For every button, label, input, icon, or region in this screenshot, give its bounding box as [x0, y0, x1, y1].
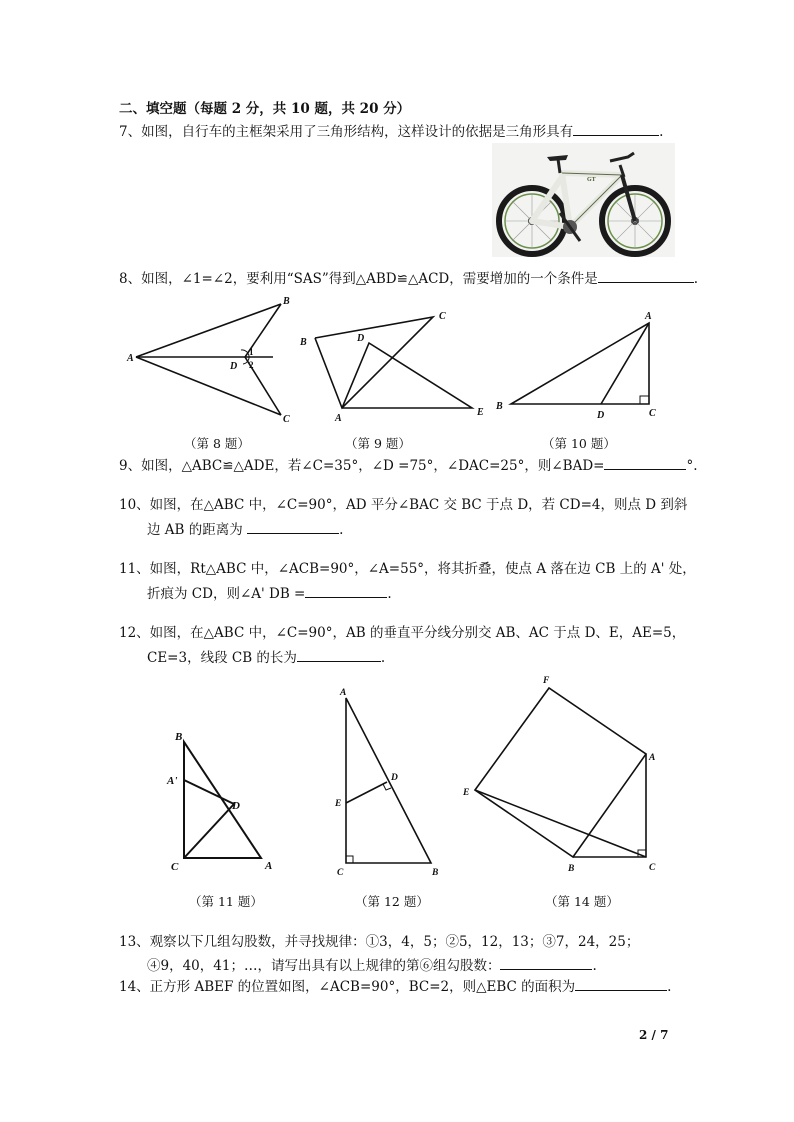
fig10-label-D: D: [597, 410, 605, 421]
question-12-line-1: 12、如图，在△ABC 中，∠C=90°，AB 的垂直平分线分别交 AB、AC 于点 D、E，AE=5，: [119, 625, 686, 641]
bicycle-image: [492, 143, 675, 257]
question-12-end: .: [380, 650, 386, 666]
question-9-end: °.: [686, 458, 698, 474]
caption-fig9: （第 9 题）: [345, 436, 411, 451]
question-14-end: .: [667, 979, 672, 995]
answer-blank-13[interactable]: [500, 955, 592, 970]
fig9-label-E: E: [477, 407, 484, 418]
question-8: [119, 268, 698, 288]
question-10-line-2: [147, 519, 343, 539]
figure-9: [315, 317, 472, 408]
fig11-label-B: B: [175, 731, 183, 743]
fig8-label-D: D: [230, 361, 238, 372]
question-13-text: ④9，40，41；…，请写出具有以上规律的第⑥组勾股数：: [147, 958, 501, 974]
fig8-label-2: 2: [249, 360, 254, 370]
fig14-label-B: B: [568, 864, 575, 874]
fig11-label-A: A: [265, 860, 273, 872]
fig14-label-E: E: [463, 788, 470, 798]
caption-fig14: （第 14 题）: [545, 894, 619, 909]
fig14-label-A: A: [649, 753, 656, 763]
question-11-line-1: 11、如图，Rt△ABC 中，∠ACB=90°，∠A=55°，将其折叠，使点 A 落在边 CB 上的 A' 处，: [119, 561, 696, 577]
figure-14: [475, 688, 646, 857]
fig9-label-C: C: [439, 311, 446, 322]
answer-blank-7[interactable]: [573, 121, 659, 136]
question-13-line-1: 13、观察以下几组勾股数，并寻找规律：①3，4，5；②5，12，13；③7，24，25；: [119, 934, 640, 950]
fig11-label-A1: A': [167, 775, 178, 787]
fig12-label-E: E: [335, 799, 342, 809]
question-14-text: 14、正方形 ABEF 的位置如图，∠ACB=90°，BC=2，则△EBC 的面积为: [119, 979, 576, 995]
answer-blank-9[interactable]: [604, 455, 686, 470]
answer-blank-10[interactable]: [247, 519, 339, 534]
question-7: [119, 121, 663, 141]
question-10-end: .: [339, 522, 344, 538]
fig8-label-1: 1: [249, 347, 254, 357]
question-8-text: 8、如图，∠1=∠2，要利用“SAS”得到△ABD≌△ACD，需要增加的一个条件是: [119, 271, 598, 287]
fig9-label-D: D: [357, 333, 365, 344]
caption-fig11: （第 11 题）: [189, 894, 263, 909]
fig12-label-C: C: [337, 868, 344, 878]
caption-fig10: （第 10 题）: [542, 436, 616, 451]
question-10-line-1: 10、如图，在△ABC 中，∠C=90°，AD 平分∠BAC 交 BC 于点 D，若 CD=4，则点 D 到斜: [119, 497, 688, 513]
answer-blank-14[interactable]: [575, 976, 667, 991]
page-number: 2 / 7: [639, 1028, 669, 1042]
question-11-end: .: [387, 586, 392, 602]
answer-blank-11[interactable]: [305, 583, 387, 598]
figure-8: [136, 304, 281, 415]
fig11-label-D: D: [232, 800, 240, 812]
figure-10: [511, 323, 649, 404]
section-heading: 二、填空题（每题 2 分，共 10 题，共 20 分）: [119, 101, 411, 117]
fig12-label-B: B: [432, 868, 439, 878]
question-11-line-2: [147, 583, 392, 603]
fig8-label-B: B: [283, 296, 290, 307]
question-12-text: CE=3，线段 CB 的长为: [147, 650, 297, 666]
question-8-end: .: [693, 271, 699, 287]
fig9-label-B: B: [300, 337, 307, 348]
fig11-label-C: C: [171, 861, 179, 873]
question-9-text: 9、如图，△ABC≌△ADE，若∠C=35°，∠D =75°，∠DAC=25°，则∠BAD=: [119, 458, 605, 474]
fig12-label-A: A: [340, 688, 347, 698]
fig10-label-B: B: [496, 401, 503, 412]
answer-blank-8[interactable]: [598, 268, 694, 283]
question-12-line-2: [147, 647, 385, 667]
question-11-text: 折痕为 CD，则∠A' DB =: [147, 586, 306, 602]
fig9-label-A: A: [335, 413, 342, 424]
fig14-label-F: F: [543, 676, 550, 686]
figure-row-1: [0, 295, 794, 430]
svg-text:GT: GT: [587, 177, 596, 183]
caption-fig12: （第 12 题）: [355, 894, 429, 909]
question-7-text: 7、如图，自行车的主框架采用了三角形结构，这样设计的依据是三角形具有: [119, 124, 574, 140]
fig12-label-D: D: [391, 773, 398, 783]
question-10-text: 边 AB 的距离为: [147, 522, 243, 538]
figure-11: [184, 742, 261, 858]
question-13-end: .: [592, 958, 597, 974]
answer-blank-12[interactable]: [297, 647, 381, 662]
figure-row-2: [0, 670, 794, 885]
figure-12: [346, 698, 431, 863]
fig8-label-C: C: [283, 414, 290, 425]
fig8-label-A: A: [127, 353, 134, 364]
fig10-label-A: A: [645, 311, 652, 322]
fig10-label-C: C: [649, 408, 656, 419]
question-7-end: .: [659, 124, 664, 140]
question-14: [119, 976, 671, 996]
question-9: [119, 455, 698, 475]
caption-fig8: （第 8 题）: [184, 436, 250, 451]
question-13-line-2: [147, 955, 597, 975]
fig14-label-C: C: [649, 863, 656, 873]
